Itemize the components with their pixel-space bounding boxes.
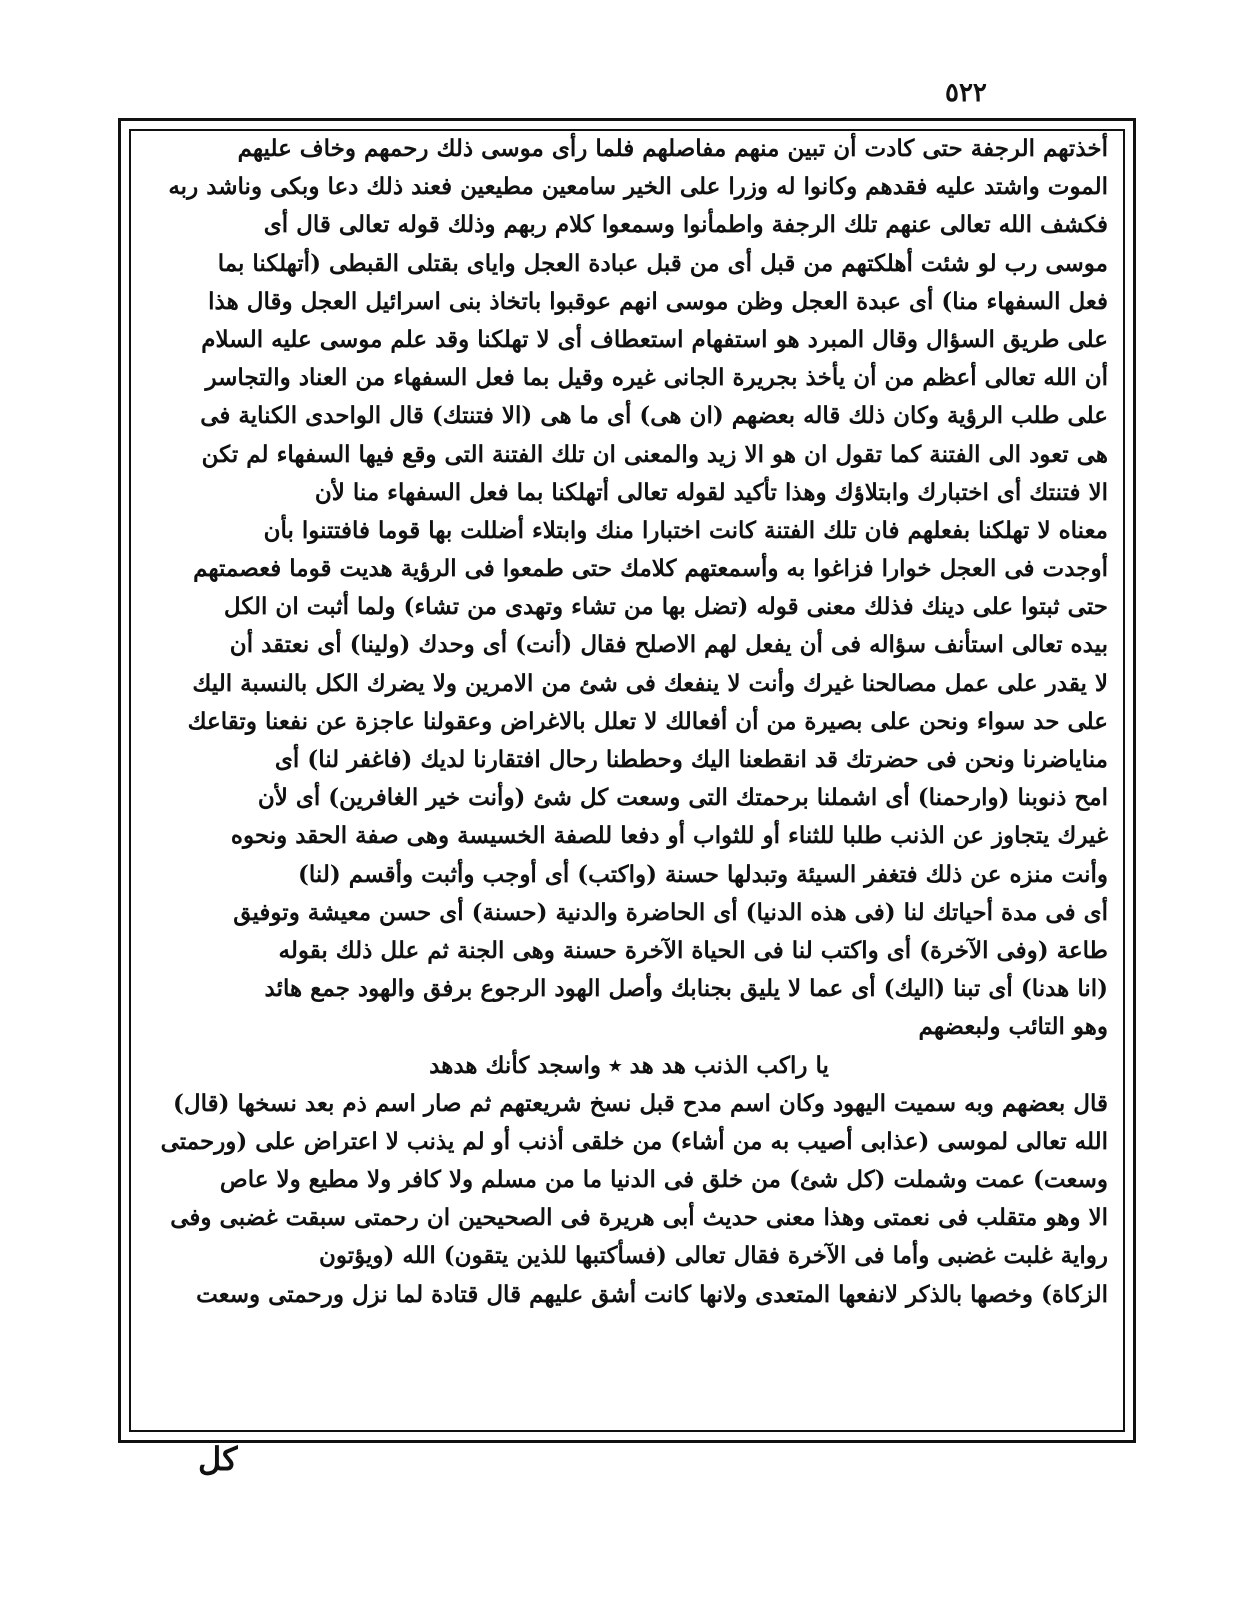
text-line: بيده تعالى استأنف سؤاله فى أن يفعل لهم الاصلح فقال (أنت) أى وحدك (ولينا) أى نعتقد أن	[229, 631, 1108, 659]
page-number: ٥٢٢	[945, 78, 987, 108]
text-line: الموت واشتد عليه فقدهم وكانوا له وزرا على الخير سامعين مطيعين فعند ذلك دعا وبكى وناشد ربه	[168, 173, 1108, 201]
verse-line: يا راكب الذنب هد هد ٭ واسجد كأنك هدهد	[429, 1051, 829, 1079]
text-line: لا يقدر على عمل مصالحنا غيرك وأنت لا ينفعك فى شئ من الامرين ولا يضرك الكل بالنسبة اليك	[192, 669, 1108, 697]
text-line: فعل السفهاء منا) أى عبدة العجل وظن موسى انهم عوقبوا باتخاذ بنى اسرائيل العجل وقال هذا	[208, 287, 1108, 315]
text-line: موسى رب لو شئت أهلكتهم من قبل أى من قبل عبادة العجل واياى بقتلى القبطى (أتهلكنا بما	[217, 249, 1108, 277]
text-line: الله تعالى لموسى (عذابى أصيب به من أشاء) من خلقى أذنب أو لم يذنب لا اعتراض على (ورحمتى	[160, 1127, 1108, 1155]
catchword: كل	[198, 1440, 238, 1478]
text-line: حتى ثبتوا على دينك فذلك معنى قوله (تضل بها من تشاء وتهدى من تشاء) ولما أثبت ان الكل	[223, 593, 1108, 621]
text-line: وسعت) عمت وشملت (كل شئ) من خلق فى الدنيا ما من مسلم ولا كافر ولا مطيع ولا عاص	[219, 1166, 1108, 1194]
text-line: الا فتنتك أى اختبارك وابتلاؤك وهذا تأكيد لقوله تعالى أتهلكنا بما فعل السفهاء منا لأن	[314, 478, 1108, 506]
text-line: وأنت منزه عن ذلك فتغفر السيئة وتبدلها حسنة (واكتب) أى أوجب وأثبت وأقسم (لنا)	[298, 860, 1108, 888]
text-line: امح ذنوبنا (وارحمنا) أى اشملنا برحمتك التى وسعت كل شئ (وأنت خير الغافرين) أى لأن	[257, 784, 1108, 812]
text-line: مناياضرنا ونحن فى حضرتك قد انقطعنا اليك وحططنا رحال افتقارنا لديك (فاغفر لنا) أى	[274, 746, 1108, 773]
text-line: على حد سواء ونحن على بصيرة من أن أفعالك لا تعلل بالاغراض وعقولنا عاجزة عن نفعنا وتقاعك	[187, 707, 1108, 735]
text-line: طاعة (وفى الآخرة) أى واكتب لنا فى الحياة الآخرة حسنة وهى الجنة ثم علل ذلك بقوله	[278, 936, 1108, 964]
text-line: معناه لا تهلكنا بفعلهم فان تلك الفتنة كانت اختبارا منك وابتلاء أضللت بها قوما فافتتنوا بأن	[263, 516, 1108, 544]
text-line: أى فى مدة أحياتك لنا (فى هذه الدنيا) أى الحاضرة والدنية (حسنة) أى حسن معيشة وتوفيق	[233, 898, 1108, 926]
text-line: (انا هدنا) أى تبنا (اليك) أى عما لا يليق بجنابك وأصل الهود الرجوع برفق والهود جمع هائد	[264, 975, 1108, 1003]
text-line: فكشف الله تعالى عنهم تلك الرجفة واطمأنوا وسمعوا كلام ربهم وذلك قوله تعالى قال أى	[263, 211, 1108, 239]
text-line: على طلب الرؤية وكان ذلك قاله بعضهم (ان هى) أى ما هى (الا فتنتك) قال الواحدى الكناية فى	[200, 402, 1108, 430]
text-line: على طريق السؤال وقال المبرد هو استفهام استعطاف أى لا تهلكنا وقد علم موسى عليه السلام	[201, 325, 1108, 353]
text-line: وهو التائب ولبعضهم	[918, 1013, 1108, 1041]
text-line: الزكاة) وخصها بالذكر لانفعها المتعدى ولانها كانت أشق عليهم قال قتادة لما نزل ورحمتى وسعت	[196, 1280, 1108, 1308]
text-line: الا وهو متقلب فى نعمتى وهذا معنى حديث أبى هريرة فى الصحيحين ان رحمتى سبقت غضبى وفى	[170, 1204, 1108, 1232]
text-line: رواية غلبت غضبى وأما فى الآخرة فقال تعالى (فسأكتبها للذين يتقون) الله (ويؤتون	[318, 1242, 1108, 1270]
text-line: قال بعضهم وبه سميت اليهود وكان اسم مدح قبل نسخ شريعتهم ثم صار اسم ذم بعد نسخها (قال)	[172, 1089, 1108, 1117]
body-text	[150, 130, 1108, 1314]
text-line: غيرك يتجاوز عن الذنب طلبا للثناء أو للثواب أو دفعا للصفة الخسيسة وهى صفة الحقد ونحوه	[230, 822, 1108, 850]
text-line: أن الله تعالى أعظم من أن يأخذ بجريرة الجانى غيره وقيل بما فعل السفهاء من العناد والتجاسر	[205, 364, 1108, 392]
text-line: هى تعود الى الفتنة كما تقول ان هو الا زيد والمعنى ان تلك الفتنة التى وقع فيها السفهاء لم تكن	[201, 440, 1108, 468]
text-line: أخذتهم الرجفة حتى كادت أن تبين منهم مفاصلهم فلما رأى موسى ذلك رحمهم وخاف عليهم	[237, 135, 1108, 162]
text-line: أوجدت فى العجل خوارا فزاغوا به وأسمعتهم كلامك حتى طمعوا فى الرؤية هديت قوما فعصمتهم	[193, 555, 1108, 583]
